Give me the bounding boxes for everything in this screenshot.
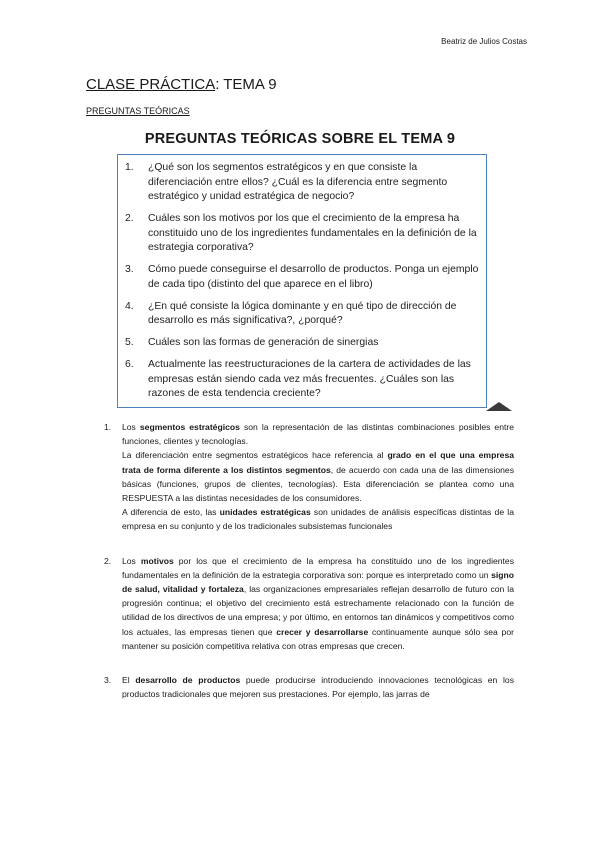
answer-paragraph: [122, 448, 514, 505]
text-run: puede producirse introduciendo innovaciones tecnológicas en los productos tradicionales que mejoren sus prestaciones. Por ejemplo, las jarras de: [122, 675, 514, 700]
question-item: [124, 161, 480, 205]
bold-term: desarrollo de productos: [135, 675, 241, 686]
question-number: 3.: [125, 264, 134, 276]
answer-item-3: [104, 673, 514, 701]
text-run: continuamente aunque sólo sea por mantener su posición competitiva relativa con otras empresas que crecen.: [122, 626, 514, 651]
section-label: PREGUNTAS TEÓRICAS: [86, 106, 190, 116]
answers-list: [104, 420, 514, 701]
answer-paragraph: [122, 505, 514, 533]
page-title-suffix: : TEMA 9: [215, 76, 277, 93]
text-run: , las organizaciones empresariales reflejan desarrollo de futuro con la progresión continua; el objetivo del crecimiento está estrechamente relacionado con la función de utilidad de los directivos de una empresa; y por último, en entornos tan dinámicos y competitivos como los actuales, las empresas tienen que: [122, 584, 514, 637]
bold-term: signo de salud, vitalidad y fortaleza: [122, 569, 514, 595]
question-text: ¿Qué son los segmentos estratégicos y en que consiste la diferenciación entre ellos? ¿Cuál es la diferencia entre segmento estratégico y unidad estratégica de negocio?: [148, 162, 448, 203]
bold-term: crecer y desarrollarse: [276, 626, 369, 637]
page-title-underlined: CLASE PRÁCTICA: [86, 76, 216, 93]
text-run: son unidades de análisis específicas distintas de la empresa en su conjunto y de los tradicionales subsistemas funcionales: [122, 507, 514, 532]
bold-term: segmentos estratégicos: [139, 422, 240, 432]
answer-paragraph: [122, 554, 514, 653]
question-number: 1.: [125, 162, 134, 173]
text-run: Los: [122, 555, 141, 566]
answer-text: [122, 420, 514, 534]
answer-item-1: [104, 420, 514, 534]
question-number: 2.: [125, 213, 134, 225]
text-run: El: [122, 675, 136, 686]
question-number: 5.: [125, 337, 134, 349]
questions-box: [117, 154, 487, 408]
answer-number: 2.: [104, 555, 112, 566]
question-number: 6.: [125, 359, 134, 371]
answer-paragraph: [122, 673, 514, 701]
answer-item-2: [104, 554, 514, 653]
page-title: [86, 76, 277, 93]
bold-term: unidades estratégicas: [219, 507, 311, 518]
answer-text: [122, 673, 514, 701]
questions-box-title: PREGUNTAS TEÓRICAS SOBRE EL TEMA 9: [144, 131, 456, 147]
author-name: Beatriz de Julios Costas: [441, 37, 527, 46]
question-item: [124, 300, 480, 329]
text-run: , de acuerdo con cada una de las dimensiones básicas (funciones, grupos de clientes, tecnologías). Esta diferenciación se plantea como una RESPUESTA a las distintas necesidades de los consumidores.: [122, 464, 514, 504]
question-text: Actualmente las reestructuraciones de la cartera de actividades de las empresas están siendo cada vez más frecuentes. ¿Cuáles son las razones de esta tendencia creciente?: [148, 359, 471, 400]
answer-number: 1.: [104, 422, 112, 432]
question-text: Cómo puede conseguirse el desarrollo de productos. Ponga un ejemplo de cada tipo (distinto del que aparece en el libro): [148, 264, 479, 290]
answer-number: 3.: [104, 675, 112, 686]
text-run: A diferencia de esto, las: [122, 507, 220, 518]
question-text: Cuáles son las formas de generación de sinergias: [148, 337, 379, 349]
question-item: [124, 212, 480, 256]
answer-paragraph: [122, 420, 514, 448]
text-run: son la representación de las distintas combinaciones posibles entre funciones, clientes y tecnologías.: [122, 422, 515, 447]
text-run: Los: [122, 422, 140, 432]
text-run: La diferenciación entre segmentos estratégicos hace referencia al: [122, 450, 388, 461]
answer-text: [122, 554, 514, 653]
question-text: ¿En qué consiste la lógica dominante y en qué tipo de dirección de desarrollo es más significativa?, ¿porqué?: [148, 300, 457, 327]
question-number: 4.: [125, 300, 134, 312]
question-text: Cuáles son los motivos por los que el crecimiento de la empresa ha constituido uno de los ingredientes fundamentales en la definición de la estrategia corporativa?: [148, 213, 477, 254]
question-item: [124, 263, 480, 292]
bold-term: motivos: [140, 555, 174, 566]
bold-term: grado en el que una empresa trata de forma diferente a los distintos segmentos: [122, 450, 515, 475]
question-item: [124, 336, 480, 351]
question-item: [124, 358, 480, 402]
text-run: por los que el crecimiento de la empresa ha constituido uno de los ingredientes fundamentales en la definición de la estrategia corporativa son: porque es interpretado como un: [122, 555, 514, 580]
triangle-marker-icon: [486, 402, 512, 411]
